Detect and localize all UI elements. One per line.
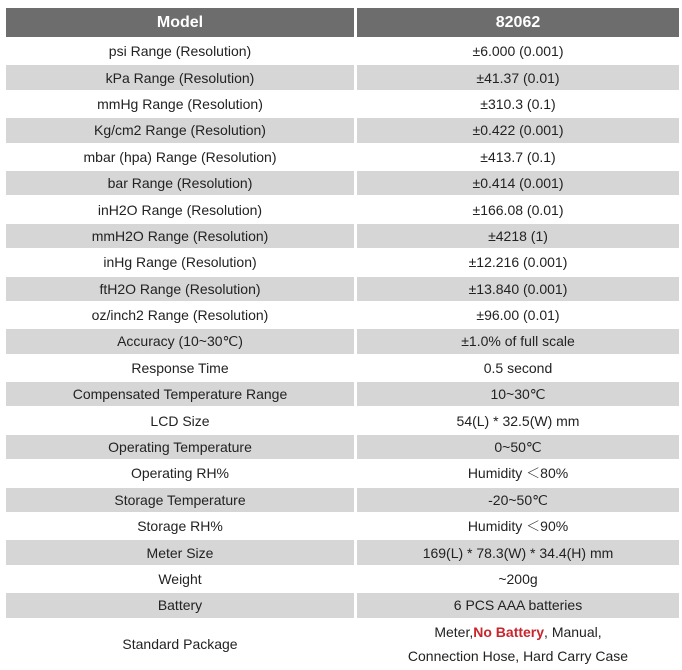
spec-value: ±12.216 (0.001) [468, 254, 568, 271]
table-row [6, 514, 679, 538]
spec-value: ~200g [498, 571, 538, 587]
spec-body [6, 39, 679, 668]
spec-label: Kg/cm2 Range (Resolution) [6, 118, 354, 142]
spec-value: ±41.37 (0.01) [357, 65, 679, 89]
table-row [6, 224, 679, 248]
spec-value: ±166.08 (0.01) [472, 201, 564, 218]
spec-label: ftH2O Range (Resolution) [6, 277, 354, 301]
spec-label: Operating Temperature [6, 435, 354, 459]
spec-value: 54(L) * 32.5(W) mm [456, 412, 580, 429]
table-row [6, 329, 679, 353]
spec-label: Compensated Temperature Range [6, 382, 354, 406]
spec-label: Accuracy (10~30℃) [6, 329, 354, 353]
package-line1-pre: Meter, [434, 623, 474, 640]
spec-value: ±6.000 (0.001) [472, 43, 564, 60]
table-row [6, 303, 679, 327]
spec-value: ±0.422 (0.001) [357, 118, 679, 142]
spec-label: Weight [158, 571, 202, 587]
spec-value: ±1.0% of full scale [357, 329, 679, 353]
spec-value: 169(L) * 78.3(W) * 34.4(H) mm [357, 540, 679, 564]
spec-label: Response Time [131, 359, 229, 376]
spec-label: Battery [6, 593, 354, 617]
spec-label: Storage RH% [137, 518, 223, 535]
spec-value: 10~30℃ [357, 382, 679, 406]
table-row [6, 39, 679, 63]
table-row [6, 382, 679, 406]
header-row [6, 8, 679, 37]
package-line1-post: , Manual, [544, 623, 602, 640]
spec-label: mbar (hpa) Range (Resolution) [83, 148, 277, 165]
spec-label: bar Range (Resolution) [6, 171, 354, 195]
spec-value: 0~50℃ [357, 435, 679, 459]
spec-value: ±413.7 (0.1) [480, 148, 556, 165]
table-row [6, 461, 679, 485]
table-row [6, 356, 679, 380]
table-row [6, 408, 679, 432]
spec-label: psi Range (Resolution) [108, 43, 252, 60]
spec-label: kPa Range (Resolution) [6, 65, 354, 89]
table-row [6, 118, 679, 142]
spec-label: Storage Temperature [6, 488, 354, 512]
spec-label: mmHg Range (Resolution) [97, 95, 263, 112]
spec-table [3, 6, 682, 670]
spec-value: -20~50℃ [357, 488, 679, 512]
table-row [6, 593, 679, 617]
spec-label: LCD Size [150, 412, 210, 429]
table-row [6, 277, 679, 301]
spec-value: ±310.3 (0.1) [480, 95, 556, 112]
header-model-label: Model [6, 8, 354, 37]
spec-value: Humidity ＜90% [467, 518, 569, 535]
package-line2: Connection Hose, Hard Carry Case [407, 647, 629, 664]
spec-value: 0.5 second [483, 359, 553, 376]
header-model-number: 82062 [357, 8, 679, 37]
spec-label: inH2O Range (Resolution) [97, 201, 263, 218]
no-battery-highlight: No Battery [473, 623, 545, 640]
spec-label: oz/inch2 Range (Resolution) [91, 307, 269, 324]
table-row [6, 65, 679, 89]
spec-label: Operating RH% [130, 465, 230, 482]
table-row [6, 567, 679, 591]
table-row [6, 435, 679, 459]
spec-value: Humidity ＜80% [467, 465, 569, 482]
table-row [6, 145, 679, 169]
table-row [6, 92, 679, 116]
spec-label: inHg Range (Resolution) [103, 254, 257, 271]
table-row [6, 540, 679, 564]
spec-label: mmH2O Range (Resolution) [6, 224, 354, 248]
spec-value: ±4218 (1) [357, 224, 679, 248]
spec-value: ±13.840 (0.001) [357, 277, 679, 301]
spec-value: ±0.414 (0.001) [357, 171, 679, 195]
spec-value: 6 PCS AAA batteries [357, 593, 679, 617]
table-row [6, 171, 679, 195]
table-row [6, 197, 679, 221]
table-row [6, 488, 679, 512]
table-row [6, 250, 679, 274]
spec-label: Meter Size [6, 540, 354, 564]
spec-label: Standard Package [122, 635, 238, 652]
spec-value [357, 620, 679, 668]
spec-value: ±96.00 (0.01) [476, 307, 560, 324]
table-row-standard-package [6, 620, 679, 668]
